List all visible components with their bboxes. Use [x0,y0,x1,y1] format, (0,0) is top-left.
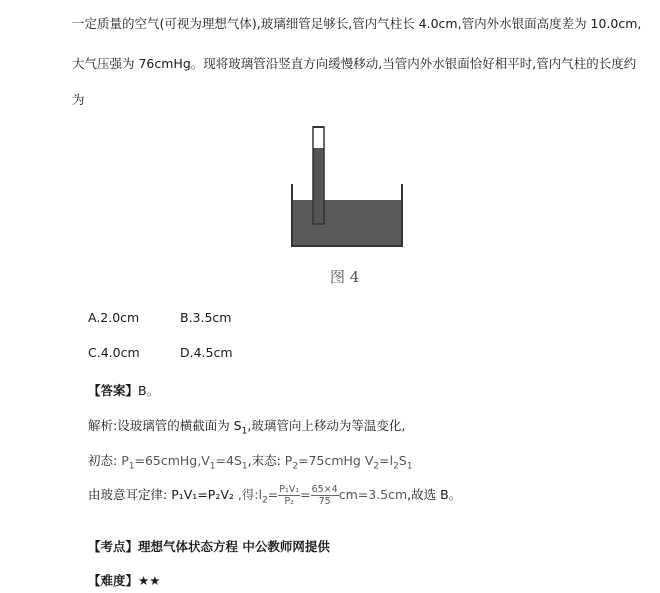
fraction-symbolic: $\frac{\text{P₁V₁}}{\text{P₂}}$ [279,484,300,507]
get-sub: 2 [262,495,268,506]
equals-sign-2: = [300,487,311,502]
tube-air-column [313,127,324,148]
equals-sign: = [267,487,279,502]
mercury-trough-liquid [293,200,401,246]
answer-line [88,381,159,399]
analysis-intro-rest: ,玻璃管向上移动为等温变化, [247,418,406,433]
question-line-1: 一定质量的空气(可视为理想气体),玻璃细管足够长,管内气柱长 4.0cm,管内外水银面高度差为 10.0cm, [72,16,642,31]
difficulty-line [88,571,160,589]
kaodian-value: 理想气体状态方程 中公教师网提供 [138,539,330,554]
question-line-3: 为 [72,92,85,107]
fraction-numeric: $\frac{65\times 4}{75}$ [311,484,338,507]
final-state-values: $P_2=75cmHg$ $V_2=l_2S_1$ [284,453,413,472]
tube-mercury-column [313,148,324,224]
answer-value: B。 [138,383,160,398]
analysis-states [88,451,412,472]
analysis-intro [88,416,405,437]
initial-state-values: $P_1=65cmHg,V_1=4S_1$ [121,453,248,472]
option-c: C.4.0cm [88,345,140,360]
result-value: cm=3.5cm [338,487,408,502]
initial-state-label: 初态: [88,453,118,468]
final-state-label: ,末态: [247,453,281,468]
analysis-intro-text: 解析:设玻璃管的横截面为 S [88,418,242,433]
option-a: A.2.0cm [88,310,140,325]
figure-4-diagram [290,122,404,248]
option-d: D.4.5cm [180,345,233,360]
kaodian-label: 【考点】 [88,539,139,554]
analysis-intro-sub: 1 [241,426,248,437]
figure-caption: 图 4 [330,268,360,286]
analysis-law [88,484,461,507]
kaodian-line [88,537,330,555]
law-equation: P₁V₁=P₂V₂ [171,487,234,502]
get-label: ,得:l [237,487,263,502]
answer-label: 【答案】 [88,383,139,398]
option-b: B.3.5cm [180,310,232,325]
question-line-2: 大气压强为 76cmHg。现将玻璃管沿竖直方向缓慢移动,当管内外水银面恰好相平时,管内气柱的长度约 [72,56,637,71]
difficulty-label: 【难度】 [88,573,139,588]
conclusion-text: ,故选 B。 [407,487,462,502]
law-label: 由玻意耳定律: [88,487,168,502]
difficulty-stars: ★★ [138,573,161,588]
